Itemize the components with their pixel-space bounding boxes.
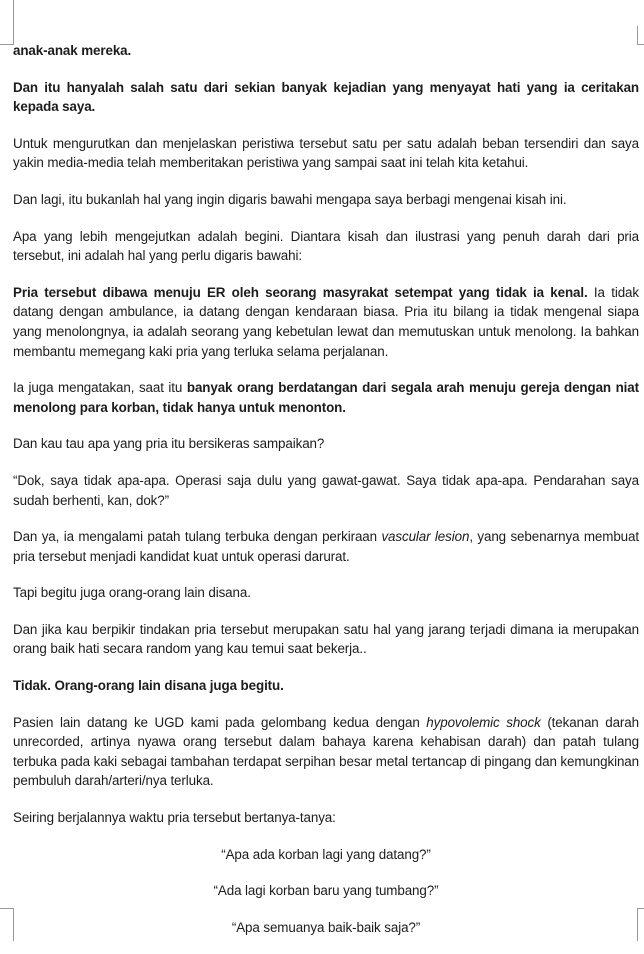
paragraph-6-bold: Pria tersebut dibawa menuju ER oleh seorang masyrakat setempat yang tidak ia kenal. bbox=[13, 284, 588, 300]
paragraph-7 bbox=[13, 378, 639, 417]
paragraph-7-start: Ia juga mengatakan, saat itu bbox=[13, 380, 187, 396]
quote-1: “Apa ada korban lagi yang datang?” bbox=[221, 846, 431, 862]
paragraph-10-italic: vascular lesion bbox=[381, 529, 470, 545]
quote-3: “Apa semuanya baik-baik saja?” bbox=[231, 919, 421, 935]
paragraph-14 bbox=[13, 713, 639, 791]
paragraph-13: Tidak. Orang-orang lain disana juga begitu. bbox=[13, 678, 284, 694]
paragraph-6 bbox=[13, 283, 639, 361]
paragraph-8: Dan kau tau apa yang pria itu bersikeras sampaikan? bbox=[13, 436, 325, 452]
paragraph-15: Seiring berjalannya waktu pria tersebut bertanya-tanya: bbox=[13, 810, 336, 826]
paragraph-10-start: Dan ya, ia mengalami patah tulang terbuka dengan perkiraan bbox=[13, 529, 382, 545]
quote-2: “Ada lagi korban baru yang tumbang?” bbox=[213, 883, 439, 899]
paragraph-1: anak-anak mereka. bbox=[13, 43, 132, 58]
paragraph-10-rest: , yang sebenarnya membuat pria tersebut menjadi kandidat kuat untuk operasi darurat. bbox=[13, 529, 639, 564]
paragraph-7-bold: banyak orang berdatangan dari segala arah menuju gereja dengan niat menolong para korban, tidak hanya untuk menonton. bbox=[13, 380, 639, 415]
paragraph-12: Dan jika kau berpikir tindakan pria tersebut merupakan satu hal yang jarang terjadi dimana ia merupakan orang baik hati secara random yang kau temui saat bekerja.. bbox=[13, 621, 639, 657]
paragraph-9: “Dok, saya tidak apa-apa. Operasi saja dulu yang gawat-gawat. Saya tidak apa-apa. Pendarahan saya sudah berhenti, kan, dok?” bbox=[13, 472, 639, 508]
paragraph-6-rest: Ia tidak datang dengan ambulance, ia datang dengan kendaraan biasa. Pria itu bilang ia tidak mengenal siapa yang menolongnya, ia adalah seorang yang kebetulan lewat dan memutuskan untuk menolong. Ia bahkan membantu memegang kaki pria yang terluka selama perjalanan. bbox=[13, 284, 639, 359]
paragraph-10 bbox=[13, 527, 639, 566]
paragraph-3: Untuk mengurutkan dan menjelaskan peristiwa tersebut satu per satu adalah beban tersendiri dan saya yakin media-media telah memberitakan peristiwa yang sampai saat ini telah kita ketahui. bbox=[13, 135, 639, 171]
page-corner-mark-top-left bbox=[0, 0, 14, 45]
page-corner-mark-bottom-left bbox=[0, 908, 14, 941]
paragraph-14-rest: (tekanan darah unrecorded, artinya nyawa orang tersebut dalam bahaya karena kehabisan darah) dan patah tulang terbuka pada kaki sebagai tambahan terdapat serpihan besar metal tertancap di pingang dan kemungkinan pembuluh darah/arteri/nya terluka. bbox=[13, 714, 639, 789]
paragraph-14-start: Pasien lain datang ke UGD kami pada gelombang kedua dengan bbox=[13, 714, 427, 730]
paragraph-11: Tapi begitu juga orang-orang lain disana. bbox=[13, 585, 251, 601]
paragraph-4: Dan lagi, itu bukanlah hal yang ingin digaris bawahi mengapa saya berbagi mengenai kisah ini. bbox=[13, 191, 567, 207]
document-page bbox=[13, 41, 639, 954]
paragraph-14-italic: hypovolemic shock bbox=[426, 714, 541, 730]
paragraph-5: Apa yang lebih mengejutkan adalah begini. Diantara kisah dan ilustrasi yang penuh darah dari pria tersebut, ini adalah hal yang perlu digaris bawahi: bbox=[13, 228, 639, 264]
paragraph-2: Dan itu hanyalah salah satu dari sekian banyak kejadian yang menyayat hati yang ia ceritakan kepada saya. bbox=[13, 79, 639, 115]
